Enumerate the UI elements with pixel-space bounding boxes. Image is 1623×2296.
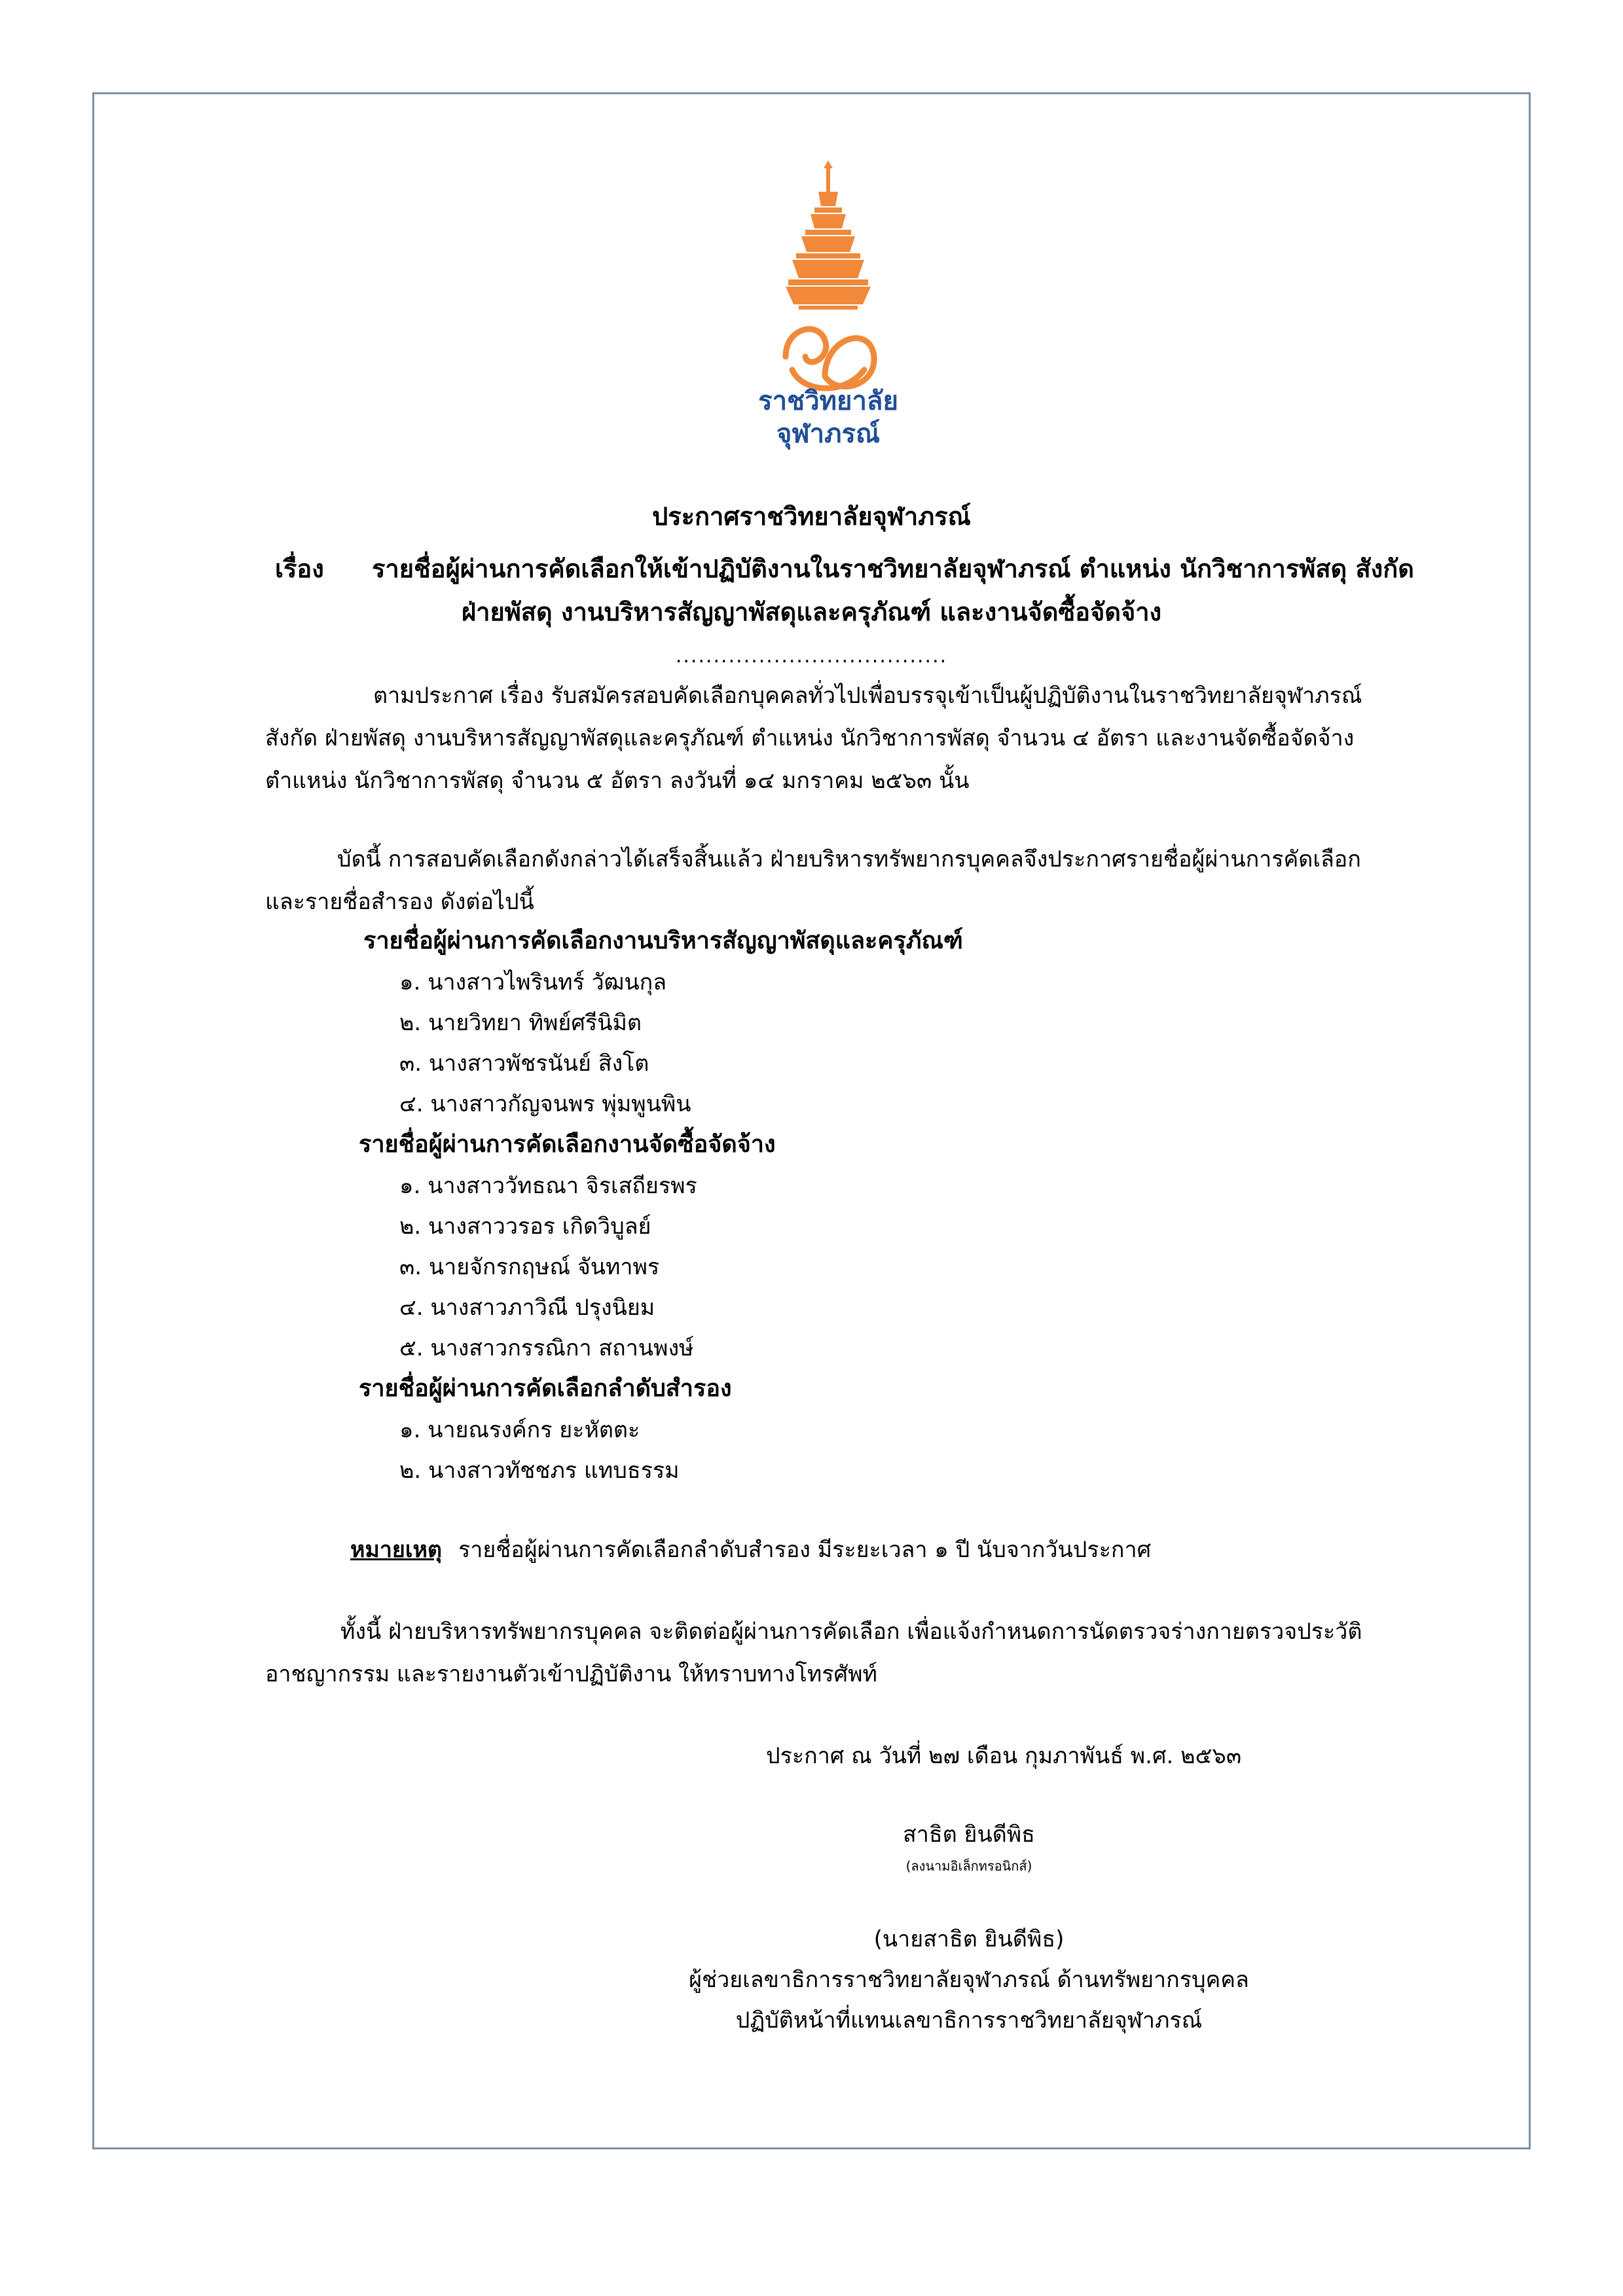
signer-position-1: ผู้ช่วยเลขาธิการราชวิทยาลัยจุฬาภรณ์ ด้านทรัพยากรบุคคล <box>689 1967 1249 1993</box>
announcement-title: ประกาศราชวิทยาลัยจุฬาภรณ์ <box>652 502 971 531</box>
subject-line-1: รายชื่อผู้ผ่านการคัดเลือกให้เข้าปฏิบัติงานในราชวิทยาลัยจุฬาภรณ์ ตำแหน่ง นักวิชาการพัสดุ สังกัด <box>372 554 1414 583</box>
intro-line-3: ตำแหน่ง นักวิชาการพัสดุ จำนวน ๕ อัตรา ลงวันที่ ๑๔ มกราคม ๒๕๖๓ นั้น <box>265 768 970 794</box>
intro-line-2: สังกัด ฝ่ายพัสดุ งานบริหารสัญญาพัสดุและครุภัณฑ์ ตำแหน่ง นักวิชาการพัสดุ จำนวน ๔ อัตรา และงานจัดซื้อจัดจ้าง <box>265 725 1355 751</box>
announcement-date: ประกาศ ณ วันที่ ๒๗ เดือน กุมภาพันธ์ พ.ศ. ๒๕๖๓ <box>766 1743 1242 1769</box>
list-item: ๒. นายวิทยา ทิพย์ศรีนิมิต <box>399 1010 642 1036</box>
list-item: ๑. นางสาววัทธณา จิรเสถียรพร <box>399 1173 697 1199</box>
list-heading-contract: รายชื่อผู้ผ่านการคัดเลือกงานบริหารสัญญาพัสดุและครุภัณฑ์ <box>363 927 963 954</box>
list-item: ๓. นางสาวพัชรนันย์ สิงโต <box>399 1050 649 1077</box>
signer-position-2: ปฏิบัติหน้าที่แทนเลขาธิการราชวิทยาลัยจุฬาภรณ์ <box>735 2007 1203 2034</box>
list-item: ๑. นายณรงค์กร ยะหัตตะ <box>399 1417 640 1443</box>
subject-line-2: ฝ่ายพัสดุ งานบริหารสัญญาพัสดุและครุภัณฑ์ และงานจัดซื้อจัดจ้าง <box>461 598 1162 626</box>
list-item: ๓. นายจักรกฤษณ์ จันทาพร <box>399 1254 660 1280</box>
list-item: ๑. นางสาวไพรินทร์ วัฒนกุล <box>399 969 667 996</box>
subject-label: เรื่อง <box>275 554 324 583</box>
list-item: ๒. นางสาวทัชชภร แทบธรรม <box>399 1458 680 1484</box>
note-label: หมายเหตุ <box>350 1537 442 1563</box>
list-heading-reserve: รายชื่อผู้ผ่านการคัดเลือกลำดับสำรอง <box>359 1375 732 1402</box>
list-item: ๔. นางสาวกัญจนพร พุ่มพูนพิน <box>399 1091 691 1117</box>
list-item: ๕. นางสาวกรรณิกา สถานพงษ์ <box>399 1335 694 1361</box>
note-text: รายชื่อผู้ผ่านการคัดเลือกลำดับสำรอง มีระยะเวลา ๑ ปี นับจากวันประกาศ <box>458 1537 1152 1563</box>
esign-note: (ลงนามอิเล็กทรอนิกส์) <box>905 1858 1032 1874</box>
result-line-1: บัดนี้ การสอบคัดเลือกดังกล่าวได้เสร็จสิ้นแล้ว ฝ่ายบริหารทรัพยากรบุคคลจึงประกาศรายชื่อผู้ผ่านการคัดเลือก <box>337 846 1361 872</box>
closing-line-2: อาชญากรรม และรายงานตัวเข้าปฏิบัติงาน ให้ทราบทางโทรศัพท์ <box>265 1661 877 1687</box>
list-item: ๔. นางสาวภาวิณี ปรุงนิยม <box>399 1295 655 1321</box>
logo-name-line1: ราชวิทยาลัย <box>758 386 898 416</box>
logo-name-line2: จุฬาภรณ์ <box>776 419 881 449</box>
intro-line-1: ตามประกาศ เรื่อง รับสมัครสอบคัดเลือกบุคคลทั่วไปเพื่อบรรจุเข้าเป็นผู้ปฏิบัติงานในราชวิทยาลัยจุฬาภรณ์ <box>373 683 1362 709</box>
closing-line-1: ทั้งนี้ ฝ่ายบริหารทรัพยากรบุคคล จะติดต่อผู้ผ่านการคัดเลือก เพื่อแจ้งกำหนดการนัดตรวจร่างกายตรวจประวัติ <box>340 1619 1362 1645</box>
separator: .................................... <box>675 645 948 668</box>
result-line-2: และรายชื่อสำรอง ดังต่อไปนี้ <box>265 889 534 915</box>
list-item: ๒. นางสาววรอร เกิดวิบูลย์ <box>399 1213 651 1240</box>
list-heading-procurement: รายชื่อผู้ผ่านการคัดเลือกงานจัดซื้อจัดจ้าง <box>359 1131 776 1158</box>
signer-full-name: (นายสาธิต ยินดีพิธ) <box>873 1926 1065 1952</box>
signed-name: สาธิต ยินดีพิธ <box>903 1821 1035 1848</box>
